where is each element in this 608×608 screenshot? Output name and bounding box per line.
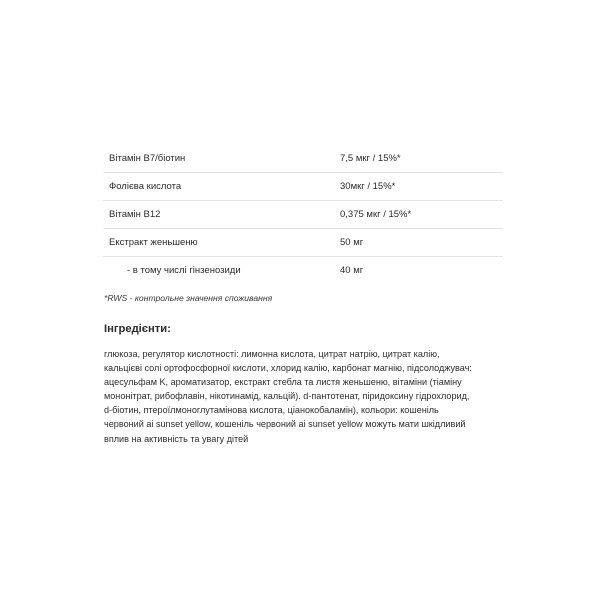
nutrient-name: - в тому числі гінзенозиди [127,265,241,276]
rws-footnote: *RWS - контрольне значення споживання [104,293,273,303]
nutrient-name: Фолієва кислота [103,173,337,201]
nutrient-value: 0,375 мкг / 15%* [337,201,503,229]
nutrient-value: 40 мг [340,265,364,276]
table-row [103,173,503,201]
ingredients-line: кальцієві солі ортофосфорної кислоти, хлорид калію, карбонат магнію, підсолоджувач: [104,363,472,374]
ingredients-line: мононітрат, рибофлавін, нікотинамід, кальцій). d-пантотенат, піридоксину гідрохлорид, [104,391,470,402]
ingredients-text [104,347,474,446]
ingredients-line: вплив на активність та увагу дітей [104,433,249,444]
nutrient-name: Вітамін B7/біотин [103,145,337,173]
ingredients-line: червоний аі sunset yellow, кошеніль червоний аі sunset yellow можуть мати шкідливий [104,419,466,430]
ingredients-line: ацесульфам K, ароматизатор, екстракт стебла та листя женьшеню, вітаміни (тіаміну [104,377,462,388]
table-row [103,201,503,229]
nutrient-value: 30мкг / 15%* [337,173,503,201]
ingredients-line: глюкоза, регулятор кислотності: лимонна кислота, цитрат натрію, цитрат калію, [104,349,440,359]
nutrition-table [103,145,503,284]
nutrient-value: 50 мг [337,229,503,257]
table-row [103,229,503,257]
nutrient-value: 7,5 мкг / 15%* [337,145,503,173]
ingredients-heading: Інгредієнти: [104,323,171,335]
table-row [103,145,503,173]
nutrient-name: Екстракт женьшеню [103,229,337,257]
table-row [103,257,503,285]
ingredients-line: d-біотин, птероїлмоноглутамінова кислота, ціанокобаламін), кольори: кошеніль [104,405,439,416]
nutrient-name: Вітамін B12 [103,201,337,229]
